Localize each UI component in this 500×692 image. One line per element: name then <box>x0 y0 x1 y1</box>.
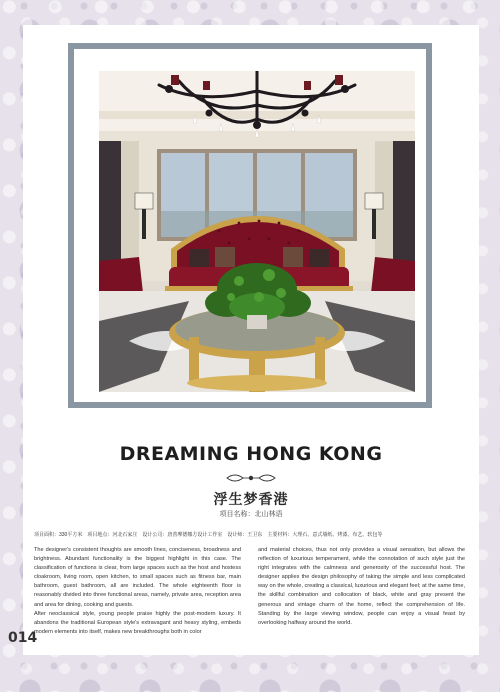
body-paragraph: After neoclassical style, young people praise highly the post-modern luxury. It abandons the traditional European style's extravagant and heavy styling, embeds modern elements into itself, makes new breakthroughs both in color <box>34 610 241 635</box>
flourish-ornament <box>225 472 277 484</box>
photo-mat <box>74 49 426 402</box>
living-room-illustration <box>99 71 415 392</box>
body-paragraph: The designer's consistent thoughts are smooth lines, conciseness, broadness and brightness. Abundant functionality is the biggest highlight in this case. The classification of functions is clear, from large spaces such as the host and hostess cloakroom, living room, open kitchen, to small spaces such as fitness bar, main bathroom, guest bathroom, all are included. The whole eighteenth floor is reasonably divided into three functional areas, namely, private area, reception area and area for dining, cooking and guests. <box>34 547 241 608</box>
body-column-right <box>258 546 465 628</box>
body-paragraph: and material choices, thus not only provides a visual sensation, but allows the reflection of luxurious temperament, while the connotation of such style just the right integrates with the calmness and generosity of the successful host. The designer applies the design philosophy of taking the simple and less complicated way on the whole, creating a classical, luxurious and elegant feel; at the same time, the skillful combination and collocation of black, white and gray present the generous and vintage charm of the home, reflect the comprehension of life. Standing by the large viewing window, people can enjoy a visual feast by overlooking halfway around the world. <box>258 547 465 626</box>
interior-photo <box>99 71 415 392</box>
project-name: 项目名称：北山林语 <box>219 511 283 518</box>
article-title-english: DREAMING HONG KONG <box>119 443 383 465</box>
body-column-left <box>34 546 241 637</box>
photo-frame <box>68 43 432 408</box>
project-meta-line: 项目面积：330平方米 项目地点：河北石家庄 设计公司：唐善摩德娜方设计工作室 设计师：王卫东 主要材料：大理石、意式墙纸、烤漆、布艺、软包等 <box>34 532 383 538</box>
page-number: 014 <box>8 630 38 646</box>
article-title-chinese: 浮生梦香港 <box>213 492 289 508</box>
